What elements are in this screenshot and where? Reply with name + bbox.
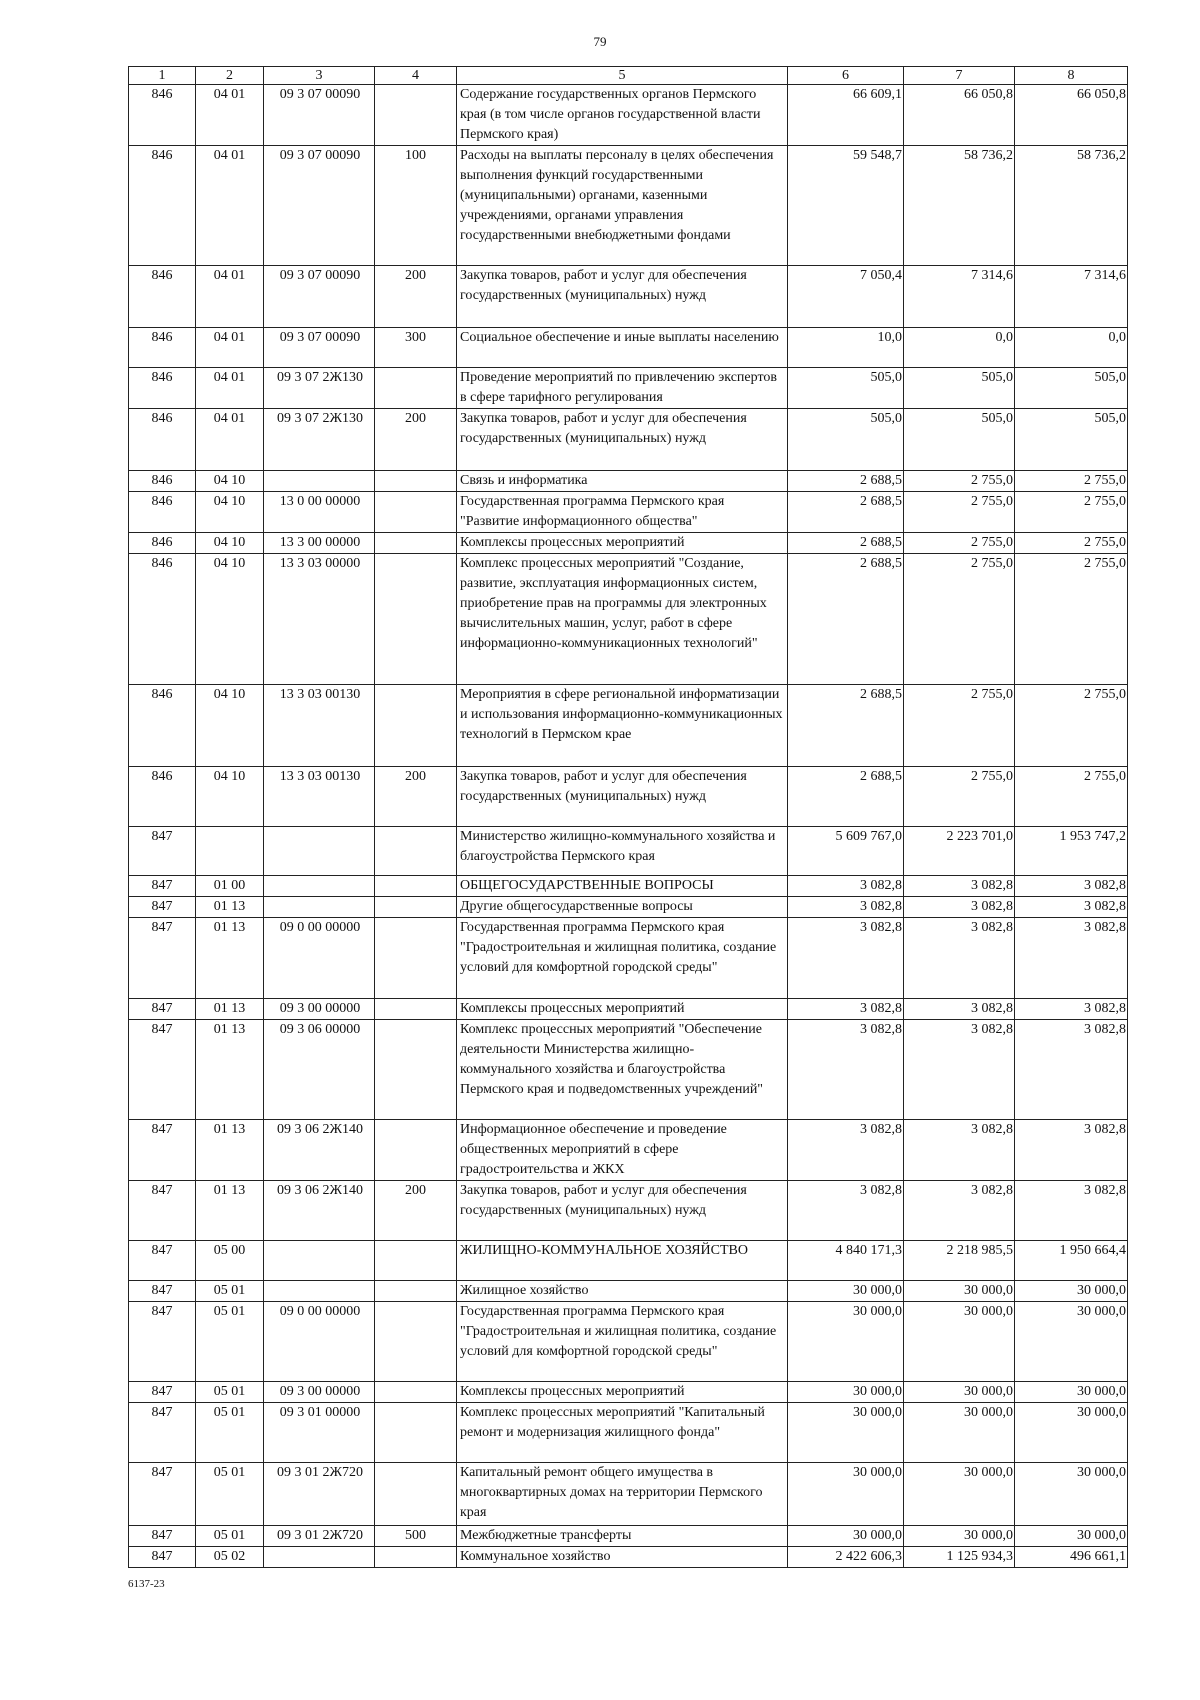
admin-code-cell: 847 [129,897,196,918]
section-code-cell: 05 01 [196,1526,264,1547]
table-row [129,368,1128,409]
section-code-cell: 01 13 [196,1020,264,1120]
amount-2025-cell: 30 000,0 [904,1281,1015,1302]
table-row [129,876,1128,897]
table-row [129,1547,1128,1568]
table-row [129,328,1128,368]
amount-2024-cell: 10,0 [788,328,904,368]
amount-2026-cell: 3 082,8 [1015,1120,1128,1181]
expense-type-cell [375,554,457,685]
section-code-cell: 05 01 [196,1302,264,1382]
page-number: 79 [593,34,607,49]
amount-2026-cell: 3 082,8 [1015,999,1128,1020]
admin-code-cell: 846 [129,368,196,409]
target-article-cell: 09 3 06 2Ж140 [264,1120,375,1181]
table-row [129,918,1128,999]
target-article-cell: 09 3 07 00090 [264,328,375,368]
expense-type-cell: 200 [375,1181,457,1241]
target-article-cell [264,827,375,876]
amount-2026-cell: 30 000,0 [1015,1403,1128,1463]
amount-2024-cell: 2 688,5 [788,685,904,767]
admin-code-cell: 846 [129,328,196,368]
amount-2025-cell: 2 755,0 [904,767,1015,827]
amount-2024-cell: 2 422 606,3 [788,1547,904,1568]
amount-2025-cell: 3 082,8 [904,1020,1015,1120]
description-cell: ОБЩЕГОСУДАРСТВЕННЫЕ ВОПРОСЫ [457,876,788,897]
admin-code-cell: 846 [129,685,196,767]
column-header-6: 6 [788,67,904,85]
column-header-8: 8 [1015,67,1128,85]
description-cell: Комплексы процессных мероприятий [457,533,788,554]
description-cell: Мероприятия в сфере региональной информатизации и использования информационно-коммуникационных технологий в Пермском крае [457,685,788,767]
description-cell: Социальное обеспечение и иные выплаты населению [457,328,788,368]
amount-2025-cell: 7 314,6 [904,266,1015,328]
expense-type-cell: 500 [375,1526,457,1547]
amount-2024-cell: 2 688,5 [788,471,904,492]
amount-2024-cell: 30 000,0 [788,1526,904,1547]
table-row [129,1403,1128,1463]
description-cell: Государственная программа Пермского края "Развитие информационного общества" [457,492,788,533]
expense-type-cell [375,85,457,146]
description-cell: Межбюджетные трансферты [457,1526,788,1547]
table-body [129,85,1128,1568]
target-article-cell: 09 3 00 00000 [264,999,375,1020]
amount-2026-cell: 505,0 [1015,409,1128,471]
amount-2025-cell: 2 755,0 [904,554,1015,685]
section-code-cell: 04 01 [196,146,264,266]
admin-code-cell: 847 [129,827,196,876]
expense-type-cell [375,897,457,918]
description-cell: Комплекс процессных мероприятий "Капитальный ремонт и модернизация жилищного фонда" [457,1403,788,1463]
amount-2026-cell: 2 755,0 [1015,492,1128,533]
amount-2025-cell: 3 082,8 [904,876,1015,897]
section-code-cell: 05 00 [196,1241,264,1281]
section-code-cell: 04 10 [196,685,264,767]
amount-2025-cell: 3 082,8 [904,999,1015,1020]
admin-code-cell: 846 [129,85,196,146]
target-article-cell: 09 3 07 2Ж130 [264,409,375,471]
amount-2024-cell: 30 000,0 [788,1382,904,1403]
description-cell: Содержание государственных органов Пермского края (в том числе органов государственной власти Пермского края) [457,85,788,146]
amount-2024-cell: 3 082,8 [788,1120,904,1181]
admin-code-cell: 847 [129,1547,196,1568]
description-cell: Информационное обеспечение и проведение общественных мероприятий в сфере градостроительства и ЖКХ [457,1120,788,1181]
column-header-2: 2 [196,67,264,85]
expense-type-cell [375,685,457,767]
admin-code-cell: 847 [129,1302,196,1382]
section-code-cell: 01 13 [196,897,264,918]
table-row [129,1020,1128,1120]
column-header-5: 5 [457,67,788,85]
amount-2026-cell: 496 661,1 [1015,1547,1128,1568]
description-cell: Жилищное хозяйство [457,1281,788,1302]
table-row [129,554,1128,685]
description-cell: Расходы на выплаты персоналу в целях обеспечения выполнения функций государственными (муниципальными) органами, казенными учреждениями, органами управления государственными внебюджетными фондами [457,146,788,266]
amount-2024-cell: 505,0 [788,409,904,471]
amount-2025-cell: 30 000,0 [904,1403,1015,1463]
amount-2025-cell: 0,0 [904,328,1015,368]
admin-code-cell: 846 [129,409,196,471]
header-row [129,67,1128,85]
description-cell: Министерство жилищно-коммунального хозяйства и благоустройства Пермского края [457,827,788,876]
amount-2025-cell: 30 000,0 [904,1463,1015,1526]
expense-type-cell [375,368,457,409]
amount-2024-cell: 5 609 767,0 [788,827,904,876]
column-header-7: 7 [904,67,1015,85]
section-code-cell: 04 10 [196,492,264,533]
target-article-cell: 13 0 00 00000 [264,492,375,533]
target-article-cell [264,1547,375,1568]
description-cell: Закупка товаров, работ и услуг для обеспечения государственных (муниципальных) нужд [457,409,788,471]
admin-code-cell: 847 [129,999,196,1020]
description-cell: Проведение мероприятий по привлечению экспертов в сфере тарифного регулирования [457,368,788,409]
description-cell: Комплекс процессных мероприятий "Создание, развитие, эксплуатация информационных систем, приобретение прав на программы для электронных вычислительных машин, услуг, работ в сфере информационно-коммуникационных технологий" [457,554,788,685]
target-article-cell: 09 3 07 00090 [264,85,375,146]
admin-code-cell: 847 [129,1403,196,1463]
expense-type-cell: 200 [375,767,457,827]
expense-type-cell [375,876,457,897]
expense-type-cell [375,1241,457,1281]
section-code-cell: 04 10 [196,554,264,685]
table-row [129,1181,1128,1241]
amount-2025-cell: 2 755,0 [904,471,1015,492]
amount-2026-cell: 30 000,0 [1015,1281,1128,1302]
table-row [129,492,1128,533]
expense-type-cell [375,1403,457,1463]
table-row [129,1382,1128,1403]
amount-2025-cell: 3 082,8 [904,1120,1015,1181]
admin-code-cell: 847 [129,1281,196,1302]
admin-code-cell: 847 [129,1020,196,1120]
amount-2026-cell: 7 314,6 [1015,266,1128,328]
description-cell: Капитальный ремонт общего имущества в многоквартирных домах на территории Пермского края [457,1463,788,1526]
section-code-cell: 01 00 [196,876,264,897]
amount-2024-cell: 3 082,8 [788,897,904,918]
admin-code-cell: 846 [129,533,196,554]
amount-2024-cell: 59 548,7 [788,146,904,266]
admin-code-cell: 847 [129,1120,196,1181]
document-code: 6137-23 [128,1578,165,1590]
section-code-cell: 01 13 [196,918,264,999]
admin-code-cell: 846 [129,266,196,328]
amount-2024-cell: 30 000,0 [788,1463,904,1526]
section-code-cell: 01 13 [196,999,264,1020]
amount-2025-cell: 2 223 701,0 [904,827,1015,876]
amount-2025-cell: 505,0 [904,368,1015,409]
description-cell: Закупка товаров, работ и услуг для обеспечения государственных (муниципальных) нужд [457,266,788,328]
expense-type-cell: 200 [375,409,457,471]
target-article-cell: 09 0 00 00000 [264,918,375,999]
target-article-cell: 09 3 07 2Ж130 [264,368,375,409]
table-row [129,1281,1128,1302]
table-row [129,897,1128,918]
target-article-cell: 09 3 06 00000 [264,1020,375,1120]
amount-2024-cell: 66 609,1 [788,85,904,146]
amount-2024-cell: 30 000,0 [788,1281,904,1302]
amount-2025-cell: 2 218 985,5 [904,1241,1015,1281]
amount-2024-cell: 3 082,8 [788,1020,904,1120]
amount-2024-cell: 4 840 171,3 [788,1241,904,1281]
table-row [129,685,1128,767]
amount-2025-cell: 2 755,0 [904,492,1015,533]
expense-type-cell [375,1281,457,1302]
expense-type-cell [375,1547,457,1568]
target-article-cell [264,897,375,918]
amount-2024-cell: 7 050,4 [788,266,904,328]
expense-type-cell [375,1302,457,1382]
section-code-cell: 04 01 [196,368,264,409]
amount-2025-cell: 3 082,8 [904,897,1015,918]
amount-2026-cell: 2 755,0 [1015,554,1128,685]
section-code-cell: 05 01 [196,1463,264,1526]
expense-type-cell [375,1463,457,1526]
target-article-cell [264,471,375,492]
section-code-cell: 04 01 [196,266,264,328]
description-cell: Связь и информатика [457,471,788,492]
description-cell: Государственная программа Пермского края "Градостроительная и жилищная политика, создание условий для комфортной городской среды" [457,1302,788,1382]
expense-type-cell [375,999,457,1020]
section-code-cell: 04 10 [196,533,264,554]
table-row [129,827,1128,876]
target-article-cell: 13 3 03 00130 [264,685,375,767]
section-code-cell: 05 01 [196,1382,264,1403]
amount-2024-cell: 30 000,0 [788,1302,904,1382]
admin-code-cell: 847 [129,1526,196,1547]
amount-2026-cell: 3 082,8 [1015,876,1128,897]
expense-type-cell: 200 [375,266,457,328]
amount-2024-cell: 2 688,5 [788,492,904,533]
amount-2026-cell: 30 000,0 [1015,1382,1128,1403]
admin-code-cell: 847 [129,1181,196,1241]
amount-2025-cell: 2 755,0 [904,533,1015,554]
target-article-cell: 13 3 03 00130 [264,767,375,827]
amount-2026-cell: 2 755,0 [1015,533,1128,554]
target-article-cell: 09 3 06 2Ж140 [264,1181,375,1241]
amount-2025-cell: 2 755,0 [904,685,1015,767]
section-code-cell: 04 10 [196,767,264,827]
amount-2024-cell: 3 082,8 [788,999,904,1020]
amount-2024-cell: 505,0 [788,368,904,409]
expense-type-cell [375,918,457,999]
admin-code-cell: 847 [129,876,196,897]
admin-code-cell: 847 [129,1241,196,1281]
description-cell: Государственная программа Пермского края "Градостроительная и жилищная политика, создание условий для комфортной городской среды" [457,918,788,999]
table-row [129,1241,1128,1281]
target-article-cell [264,876,375,897]
amount-2024-cell: 3 082,8 [788,1181,904,1241]
section-code-cell: 01 13 [196,1181,264,1241]
amount-2026-cell: 2 755,0 [1015,685,1128,767]
amount-2025-cell: 30 000,0 [904,1302,1015,1382]
section-code-cell: 05 01 [196,1403,264,1463]
target-article-cell [264,1281,375,1302]
amount-2024-cell: 2 688,5 [788,767,904,827]
description-cell: Закупка товаров, работ и услуг для обеспечения государственных (муниципальных) нужд [457,1181,788,1241]
amount-2026-cell: 30 000,0 [1015,1463,1128,1526]
section-code-cell: 01 13 [196,1120,264,1181]
description-cell: ЖИЛИЩНО-КОММУНАЛЬНОЕ ХОЗЯЙСТВО [457,1241,788,1281]
section-code-cell [196,827,264,876]
expense-type-cell [375,471,457,492]
amount-2026-cell: 66 050,8 [1015,85,1128,146]
target-article-cell: 09 3 07 00090 [264,266,375,328]
section-code-cell: 04 10 [196,471,264,492]
section-code-cell: 05 01 [196,1281,264,1302]
amount-2026-cell: 3 082,8 [1015,1181,1128,1241]
amount-2025-cell: 3 082,8 [904,918,1015,999]
expense-type-cell [375,492,457,533]
amount-2025-cell: 3 082,8 [904,1181,1015,1241]
admin-code-cell: 846 [129,471,196,492]
target-article-cell: 13 3 00 00000 [264,533,375,554]
admin-code-cell: 847 [129,1382,196,1403]
description-cell: Комплексы процессных мероприятий [457,1382,788,1403]
section-code-cell: 04 01 [196,409,264,471]
table-row [129,85,1128,146]
target-article-cell: 09 3 01 2Ж720 [264,1463,375,1526]
target-article-cell: 09 3 00 00000 [264,1382,375,1403]
table-row [129,1302,1128,1382]
target-article-cell: 13 3 03 00000 [264,554,375,685]
amount-2024-cell: 2 688,5 [788,554,904,685]
target-article-cell [264,1241,375,1281]
column-header-1: 1 [129,67,196,85]
admin-code-cell: 847 [129,1463,196,1526]
column-header-3: 3 [264,67,375,85]
expense-type-cell: 100 [375,146,457,266]
amount-2026-cell: 30 000,0 [1015,1302,1128,1382]
table-row [129,1463,1128,1526]
expense-type-cell [375,1382,457,1403]
table-row [129,409,1128,471]
amount-2026-cell: 2 755,0 [1015,767,1128,827]
amount-2024-cell: 2 688,5 [788,533,904,554]
admin-code-cell: 846 [129,146,196,266]
admin-code-cell: 846 [129,492,196,533]
amount-2024-cell: 30 000,0 [788,1403,904,1463]
target-article-cell: 09 3 07 00090 [264,146,375,266]
description-cell: Комплекс процессных мероприятий "Обеспечение деятельности Министерства жилищно-коммунального хозяйства и благоустройства Пермского края и подведомственных учреждений" [457,1020,788,1120]
description-cell: Комплексы процессных мероприятий [457,999,788,1020]
table-row [129,533,1128,554]
section-code-cell: 05 02 [196,1547,264,1568]
description-cell: Другие общегосударственные вопросы [457,897,788,918]
table-row [129,471,1128,492]
section-code-cell: 04 01 [196,85,264,146]
amount-2025-cell: 30 000,0 [904,1526,1015,1547]
table-row [129,767,1128,827]
amount-2026-cell: 2 755,0 [1015,471,1128,492]
budget-table [128,66,1128,1568]
amount-2025-cell: 30 000,0 [904,1382,1015,1403]
target-article-cell: 09 0 00 00000 [264,1302,375,1382]
amount-2026-cell: 0,0 [1015,328,1128,368]
table-row [129,1120,1128,1181]
amount-2025-cell: 58 736,2 [904,146,1015,266]
amount-2024-cell: 3 082,8 [788,918,904,999]
section-code-cell: 04 01 [196,328,264,368]
amount-2026-cell: 3 082,8 [1015,1020,1128,1120]
amount-2024-cell: 3 082,8 [788,876,904,897]
table-row [129,999,1128,1020]
expense-type-cell [375,533,457,554]
amount-2025-cell: 505,0 [904,409,1015,471]
amount-2026-cell: 3 082,8 [1015,897,1128,918]
amount-2026-cell: 30 000,0 [1015,1526,1128,1547]
column-header-4: 4 [375,67,457,85]
expense-type-cell [375,827,457,876]
description-cell: Коммунальное хозяйство [457,1547,788,1568]
table-row [129,266,1128,328]
description-cell: Закупка товаров, работ и услуг для обеспечения государственных (муниципальных) нужд [457,767,788,827]
target-article-cell: 09 3 01 00000 [264,1403,375,1463]
amount-2025-cell: 1 125 934,3 [904,1547,1015,1568]
admin-code-cell: 846 [129,767,196,827]
admin-code-cell: 847 [129,918,196,999]
amount-2026-cell: 1 953 747,2 [1015,827,1128,876]
amount-2026-cell: 58 736,2 [1015,146,1128,266]
amount-2026-cell: 3 082,8 [1015,918,1128,999]
expense-type-cell [375,1020,457,1120]
table-row [129,1526,1128,1547]
admin-code-cell: 846 [129,554,196,685]
expense-type-cell [375,1120,457,1181]
table-row [129,146,1128,266]
target-article-cell: 09 3 01 2Ж720 [264,1526,375,1547]
amount-2026-cell: 505,0 [1015,368,1128,409]
expense-type-cell: 300 [375,328,457,368]
amount-2026-cell: 1 950 664,4 [1015,1241,1128,1281]
amount-2025-cell: 66 050,8 [904,85,1015,146]
